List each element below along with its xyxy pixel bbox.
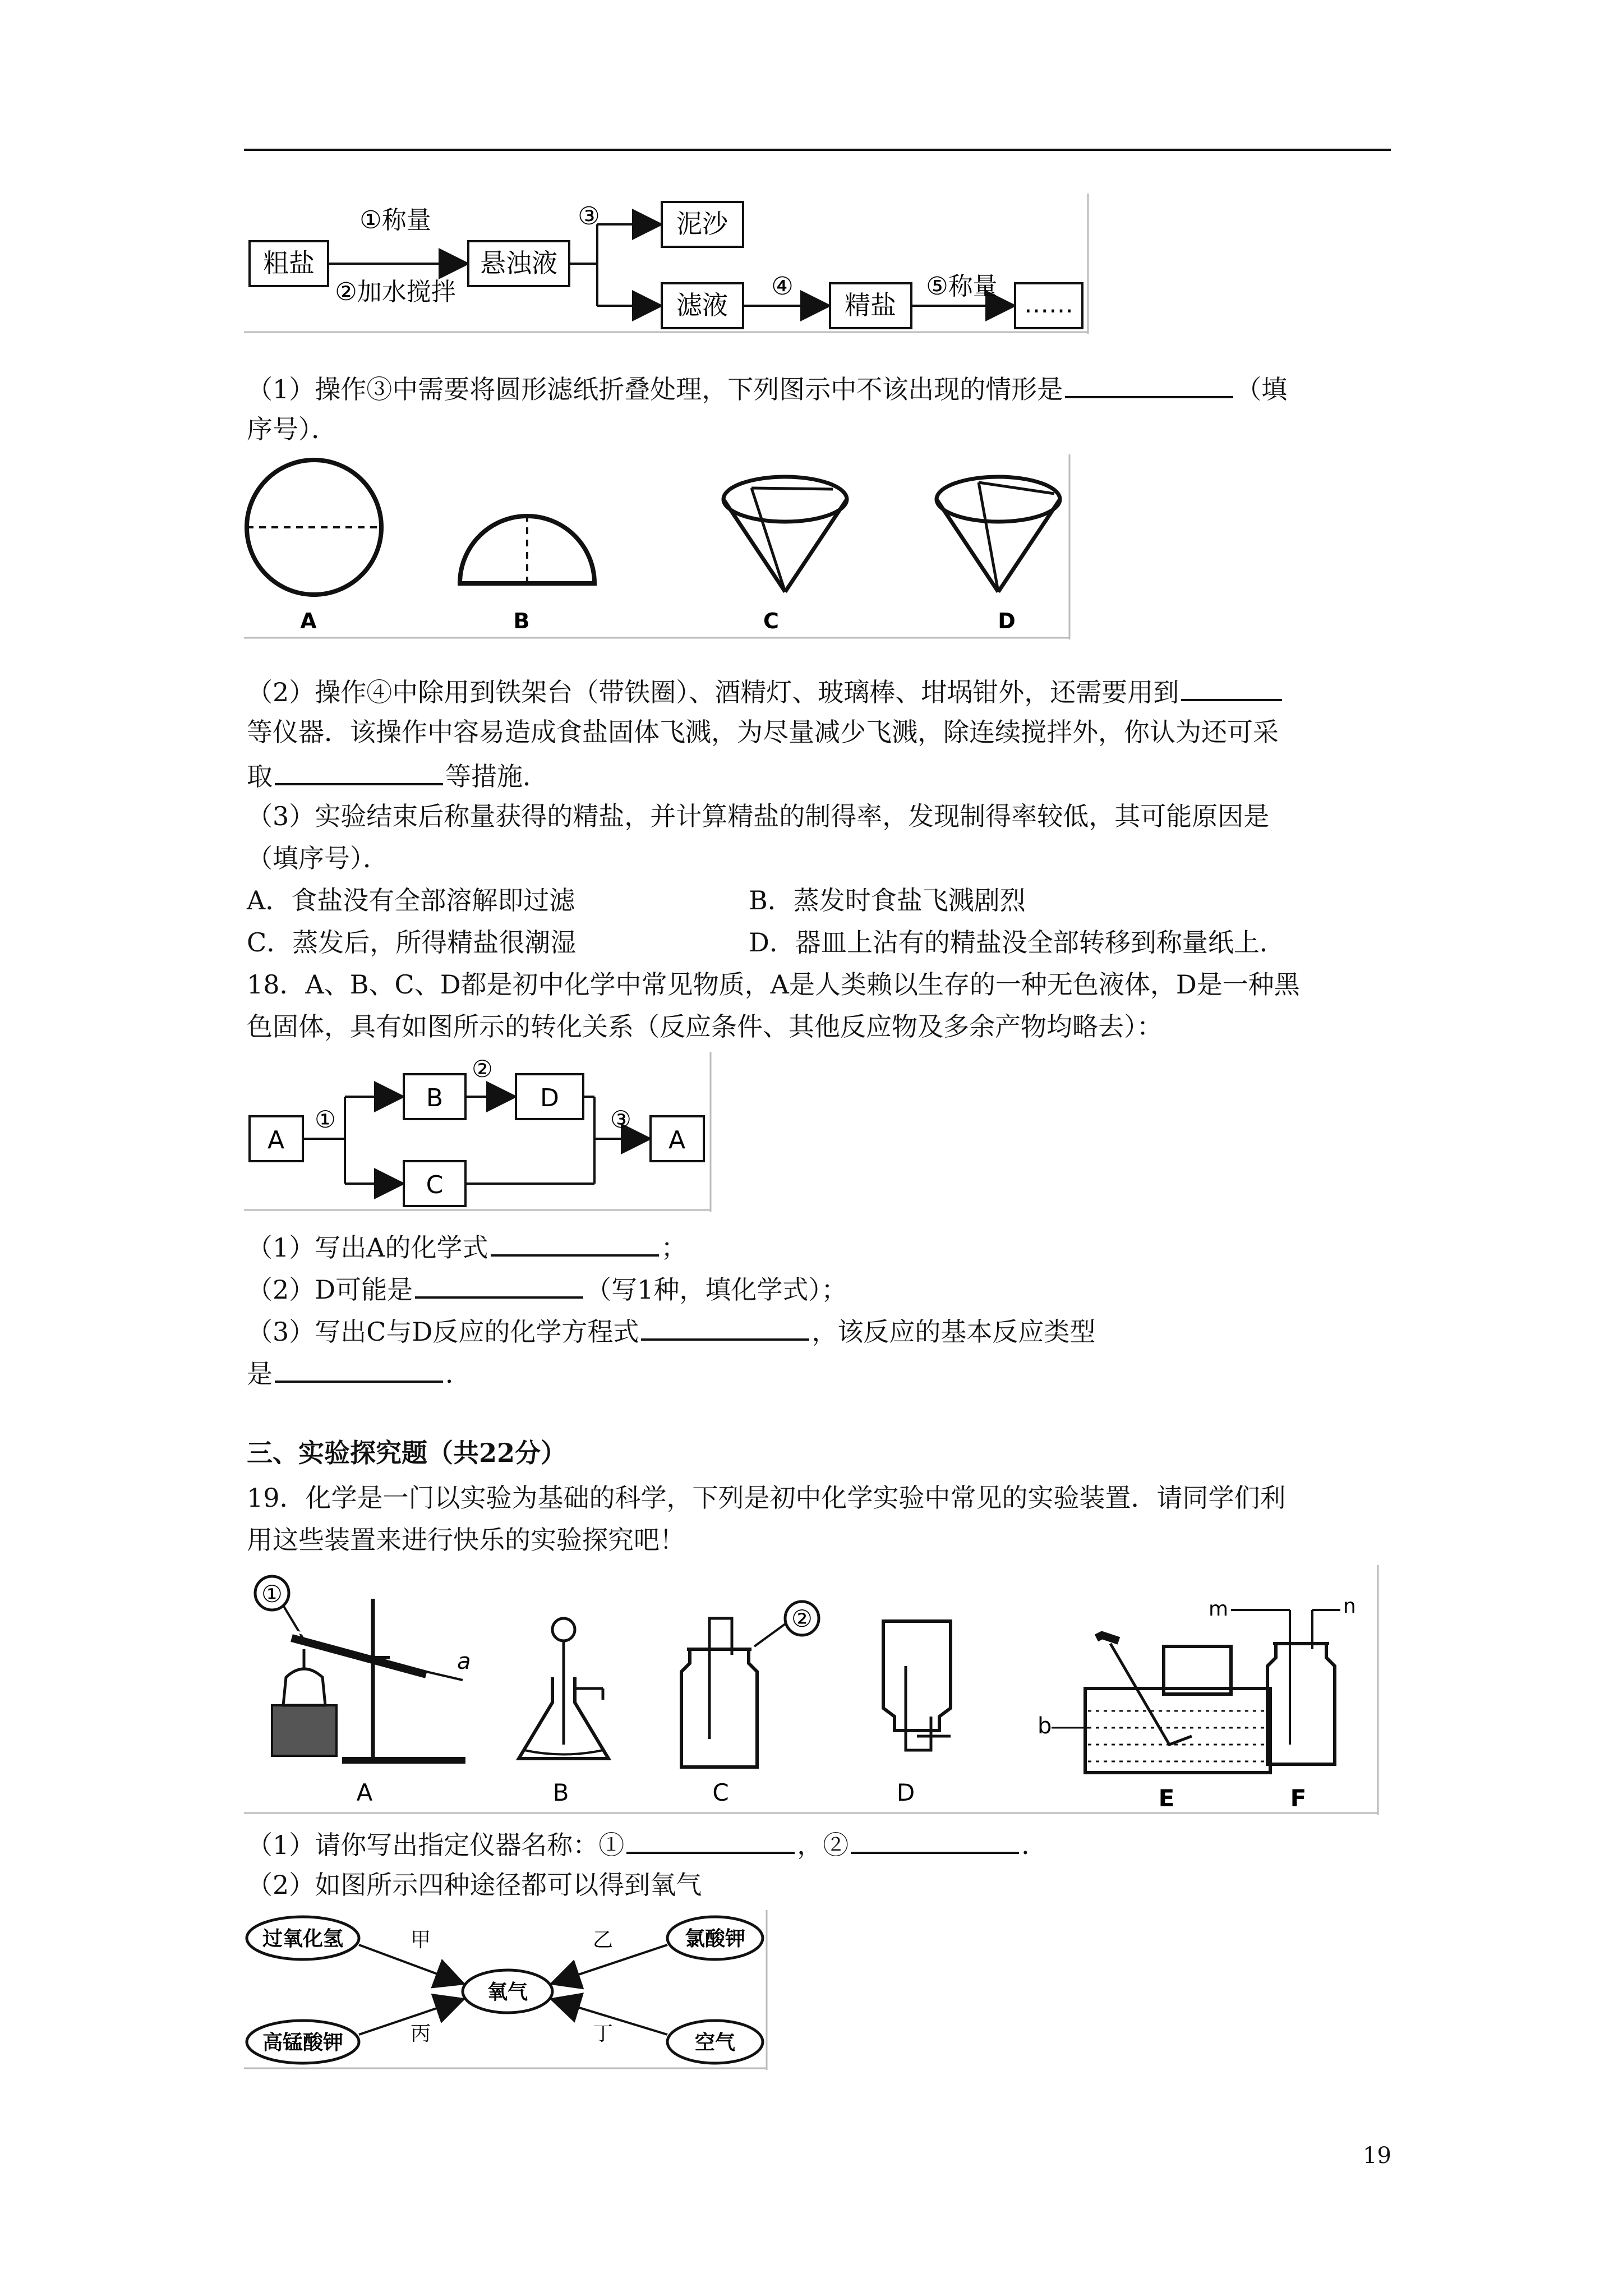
diagram-node-c: C [426,1171,444,1199]
route-label-bing: 丙 [410,2022,431,2045]
q18-part3-blank2[interactable] [275,1355,443,1383]
q19-part2: （2）如图所示四种途径都可以得到氧气 [247,1870,702,1900]
route-kmno4: 高锰酸钾 [262,2031,344,2054]
flow-step1-label: ①称量 [359,206,431,234]
mark-one: ① [261,1580,283,1608]
apparatus-c [681,1602,819,1767]
apparatus-label-c: C [712,1779,729,1806]
diagram-node-d: D [540,1084,559,1112]
apparatus-label-b: B [552,1779,569,1806]
page-number: 19 [1363,2143,1391,2169]
q18-part3-line1: （3）写出C与D反应的化学方程式 ，该反应的基本反应类型 [247,1313,1095,1349]
filter-label-c: C [763,609,779,633]
q17-part1-line1: （1）操作③中需要将圆形滤纸折叠处理，下列图示中不该出现的情形是 （填 [247,370,1287,406]
mark-b: b [1038,1713,1052,1739]
q18-intro-line2: 色固体，具有如图所示的转化关系（反应条件、其他反应物及多余产物均略去）： [247,1011,1163,1042]
q17-part2-line2: 等仪器．该操作中容易造成食盐固体飞溅，为尽量减少飞溅，除连续搅拌外，你认为还可采 [247,717,1279,747]
q17-option-b: B．蒸发时食盐飞溅剧烈 [749,885,1026,915]
flow-step3-label: ③ [578,202,600,231]
salt-purification-flowchart [244,194,1096,334]
mark-a: a [457,1649,471,1674]
q19-part1-blank1[interactable] [626,1826,795,1854]
q17-option-d: D．器皿上沾有的精盐没全部转移到称量纸上． [749,927,1285,958]
route-label-yi: 乙 [592,1929,614,1952]
oxygen-routes-diagram [244,1910,771,2073]
apparatus-b [519,1618,608,1759]
q18-conversion-diagram [244,1052,715,1214]
q19-intro-line2: 用这些装置来进行快乐的实验探究吧！ [247,1525,685,1555]
filter-label-a: A [300,609,317,633]
q17-option-c: C．蒸发后，所得精盐很潮湿 [247,927,577,958]
q17-part1-line2: 序号）． [247,414,337,444]
filter-label-b: B [513,609,530,633]
mark-m: m [1209,1598,1229,1621]
section-title-experiment: 三、实验探究题（共22分） [247,1438,567,1468]
route-air: 空气 [694,2031,736,2054]
q18-part1-blank[interactable] [491,1228,659,1257]
q17-part2-line1: （2）操作④中除用到铁架台（带铁圈）、酒精灯、玻璃棒、坩埚钳外，还需要用到 [247,673,1284,709]
q17-part2-line3: 取 等措施． [247,757,548,793]
q17-option-a: A．食盐没有全部溶解即过滤 [247,885,575,915]
filter-paper-figure [244,454,1074,639]
route-label-jia: 甲 [410,1929,431,1952]
q18-part3-line2: 是 ． [247,1355,471,1391]
mark-two: ② [791,1605,813,1632]
filter-label-d: D [998,609,1016,633]
q17-part2-blank2[interactable] [275,757,443,785]
flow-refined-salt: 精盐 [845,290,896,320]
q19-part1: （1）请你写出指定仪器名称：① ，② ． [247,1826,1047,1862]
flow-step4-label: ④ [771,272,794,301]
apparatus-label-f: F [1290,1784,1307,1812]
flow-suspension: 悬浊液 [480,248,557,278]
route-h2o2: 过氧化氢 [262,1927,344,1950]
apparatus-e [1038,1635,1270,1773]
q17-part1-blank[interactable] [1065,370,1233,398]
q18-part2: （2）D可能是 （写1种，填化学式）； [247,1271,847,1306]
header-rule [244,149,1391,151]
flow-step2-label: ②加水搅拌 [335,278,456,306]
flow-crude-salt: 粗盐 [263,248,315,278]
mark-n: n [1343,1595,1356,1618]
q19-part1-blank2[interactable] [851,1826,1019,1854]
q17-part3-line1: （3）实验结束后称量获得的精盐，并计算精盐的制得率，发现制得率较低，其可能原因是 [247,801,1270,831]
diagram-reaction-3: ③ [610,1106,631,1133]
apparatus-label-a: A [356,1779,373,1806]
apparatus-label-e: E [1158,1784,1175,1812]
flow-ellipsis: …… [1024,290,1073,319]
route-label-ding: 丁 [592,2022,614,2045]
route-kclo3: 氯酸钾 [684,1927,746,1950]
route-oxygen: 氧气 [487,1981,528,2004]
apparatus-a [255,1576,471,1760]
diagram-node-b: B [426,1084,444,1112]
q19-intro-line1: 19．化学是一门以实验为基础的科学，下列是初中化学实验中常见的实验装置．请同学们利 [247,1483,1286,1513]
lab-apparatus-figure [244,1565,1382,1818]
q17-part3-line2: （填序号）． [247,843,389,873]
q18-part3-blank1[interactable] [641,1313,809,1341]
flow-filtrate: 滤液 [676,290,728,320]
diagram-node-a-product: A [668,1126,686,1154]
q18-intro-line1: 18．A、B、C、D都是初中化学中常见物质，A是人类赖以生存的一种无色液体，D是一种黑 [247,969,1300,1000]
diagram-reaction-1: ① [315,1106,336,1133]
q18-part2-blank[interactable] [415,1271,583,1299]
flow-step5-label: ⑤称量 [926,272,998,301]
apparatus-label-d: D [896,1779,915,1806]
diagram-reaction-2: ② [472,1055,493,1083]
q17-part2-blank1[interactable] [1181,673,1282,701]
q18-part1: （1）写出A的化学式 ； [247,1228,687,1264]
diagram-node-a: A [267,1126,285,1154]
apparatus-d [883,1621,951,1750]
flow-sand: 泥沙 [676,209,728,239]
